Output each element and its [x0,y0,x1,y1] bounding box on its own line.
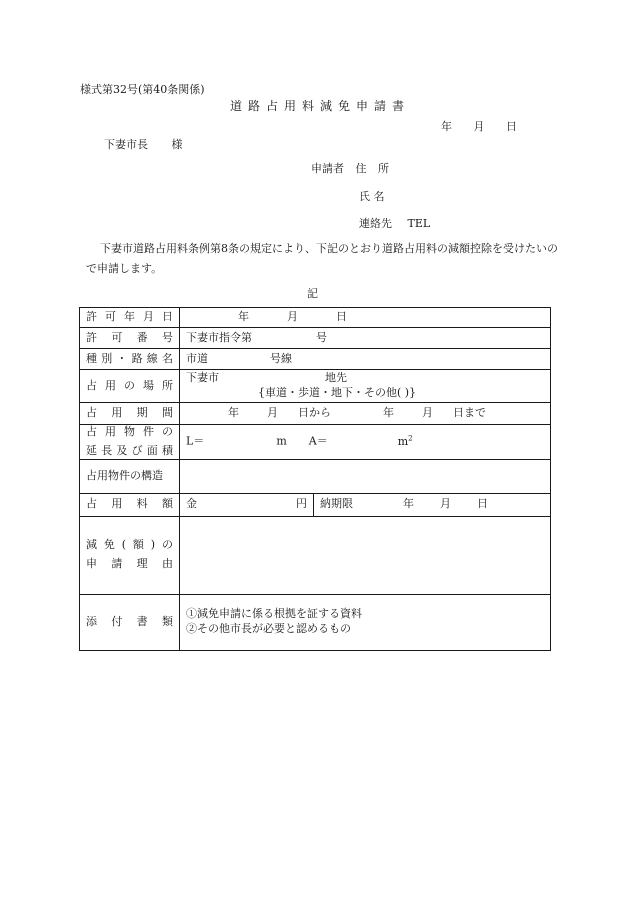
application-date: 年 月 日 [441,120,517,133]
label-text: 占 用 期 間 [86,406,173,420]
location-city: 下妻市 [186,371,219,385]
row-location [80,370,551,403]
day-unit: 日 [336,310,347,324]
area-unit: $m^2$ [397,434,413,448]
due-month: 月 [440,497,451,511]
label-attachments [80,594,180,650]
length-label: L＝ [186,434,205,448]
row-period [80,403,551,425]
applicant-address-label: 申請者 住 所 [311,162,389,175]
label-permit-number [80,328,180,349]
field-permit-date[interactable] [180,308,551,328]
applicant-name-label: 氏 名 [359,190,385,203]
field-reason[interactable] [180,516,551,594]
ki-heading: 記 [307,287,318,300]
label-length-area [80,425,180,460]
length-unit: m [276,434,287,448]
month-unit: 月 [287,310,298,324]
from-year: 年 [228,406,239,420]
row-permit-date [80,308,551,328]
field-structure[interactable] [180,459,551,493]
label-reason [80,516,180,594]
addressee: 下妻市長 様 [104,138,183,151]
field-permit-number[interactable] [180,328,551,349]
location-suffix: 地先 [325,371,347,385]
kin-label: 金 [186,497,197,511]
location-options: {車道・歩道・地下・その他( )} [258,386,417,399]
field-fee [180,493,551,516]
label-text: 許 可 番 号 [86,330,173,344]
row-fee [80,493,551,516]
label-line-1: 減 免 ( 額 ) の [86,538,173,552]
row-length-area [80,425,551,460]
label-line-2: 延 長 及 び 面 積 [86,443,173,457]
label-period [80,403,180,425]
label-route [80,349,180,370]
area-label: A＝ [308,434,328,448]
year-unit: 年 [238,310,249,324]
label-text: 種 別 ・ 路 線 名 [86,351,173,365]
application-form-table [79,307,551,651]
application-statement: 下妻市道路占用料条例第8条の規定により、下記のとおり道路占用料の減額控除を受けたいので申請します。 [86,242,558,275]
form-number-label: 様式第32号(第40条関係) [80,83,205,96]
to-month: 月 [422,406,433,420]
label-text: 許 可 年 月 日 [86,310,173,324]
field-location[interactable] [180,370,551,403]
due-day: 日 [477,497,488,511]
label-line-2: 申 請 理 由 [86,557,173,571]
route-prefix: 市道 [186,351,208,365]
permit-prefix: 下妻市指令第 [186,330,252,344]
row-permit-number [80,328,551,349]
field-attachments [180,594,551,650]
label-line-1: 占 用 物 件 の [86,425,173,438]
document-title: 道路占用料減免申請書 [230,99,411,113]
field-length-area[interactable] [180,425,551,460]
route-suffix: 号線 [270,351,292,365]
row-reason [80,516,551,594]
from-month: 月 [267,406,278,420]
field-period[interactable] [180,403,551,425]
to-day: 日まで [453,406,486,420]
to-year: 年 [383,406,394,420]
row-structure [80,459,551,493]
fee-amount-field[interactable] [180,494,314,516]
yen-unit: 円 [296,497,307,511]
label-text: 占 用 の 場 所 [86,378,173,392]
row-attachments [80,594,551,650]
field-route[interactable] [180,349,551,370]
attachment-item-1: ①減免申請に係る根拠を証する資料 [186,607,362,621]
label-text: 添 付 書 類 [86,614,173,628]
due-year: 年 [403,497,414,511]
from-day: 日から [298,406,331,420]
row-route [80,349,551,370]
permit-suffix: 号 [316,330,327,344]
label-location [80,370,180,403]
label-structure: 占用物件の構造 [80,459,180,493]
due-label: 納期限 [320,497,353,511]
attachment-item-2: ②その他市長が必要と認めるもの [186,622,351,636]
label-text: 占 用 料 額 [86,497,173,511]
label-fee [80,493,180,516]
fee-due-field[interactable] [314,494,494,516]
label-permit-date [80,308,180,328]
applicant-contact-label: 連絡先 TEL [359,217,431,230]
